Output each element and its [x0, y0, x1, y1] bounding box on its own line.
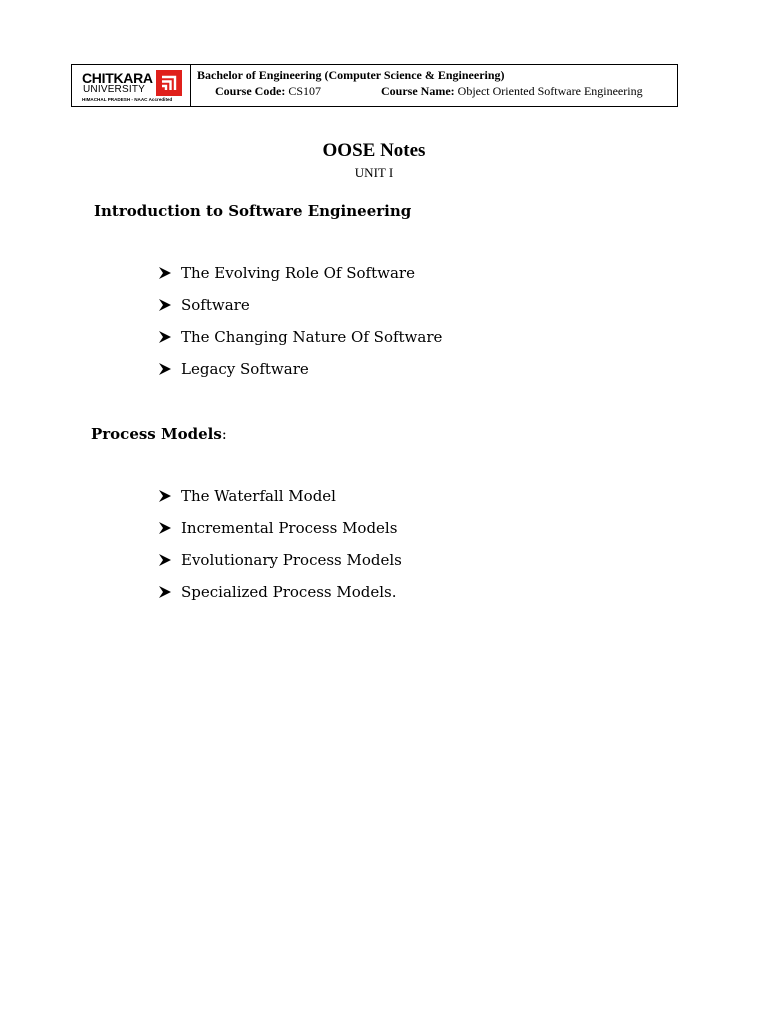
course-info — [191, 65, 677, 106]
page-title: OOSE Notes — [322, 140, 426, 161]
list-item-text: The Waterfall Model — [181, 487, 336, 505]
section-heading-introduction — [94, 202, 411, 220]
course-code-value: CS107 — [288, 84, 322, 98]
university-logo — [72, 65, 191, 106]
course-code — [215, 84, 321, 99]
arrow-bullet-icon — [158, 553, 172, 567]
arrow-bullet-icon — [158, 362, 172, 376]
logo-subtitle: UNIVERSITY — [83, 84, 146, 95]
program-name: Bachelor of Engineering (Computer Science & Engineering) — [197, 68, 505, 82]
section-heading-text: Process Models — [91, 425, 222, 443]
arrow-bullet-icon — [158, 330, 172, 344]
logo-tagline: HIMACHAL PRADESH - NAAC Accredited — [82, 97, 173, 102]
list-item-text: Incremental Process Models — [181, 519, 398, 537]
arrow-bullet-icon — [158, 489, 172, 503]
section-heading-suffix: : — [221, 425, 227, 443]
logo-wordmark: CHITKARA — [82, 70, 153, 86]
section-heading-process-models — [91, 425, 227, 443]
document-header — [71, 64, 678, 107]
course-name — [381, 84, 643, 99]
section-heading-text: Introduction to Software Engineering — [94, 202, 412, 220]
list-item-text: Legacy Software — [181, 360, 309, 378]
list-item-text: The Evolving Role Of Software — [181, 264, 415, 282]
list-item-text: Software — [181, 296, 250, 314]
arrow-bullet-icon — [158, 266, 172, 280]
course-code-label: Course Code: — [215, 84, 286, 98]
arrow-bullet-icon — [158, 585, 172, 599]
arrow-bullet-icon — [158, 521, 172, 535]
chitkara-logo-icon — [156, 70, 182, 96]
unit-label: UNIT I — [354, 165, 394, 180]
course-name-label: Course Name: — [381, 84, 455, 98]
list-item-text: The Changing Nature Of Software — [181, 328, 443, 346]
list-item-text: Specialized Process Models. — [181, 583, 397, 601]
course-name-value: Object Oriented Software Engineering — [457, 84, 643, 98]
list-item-text: Evolutionary Process Models — [181, 551, 402, 569]
arrow-bullet-icon — [158, 298, 172, 312]
